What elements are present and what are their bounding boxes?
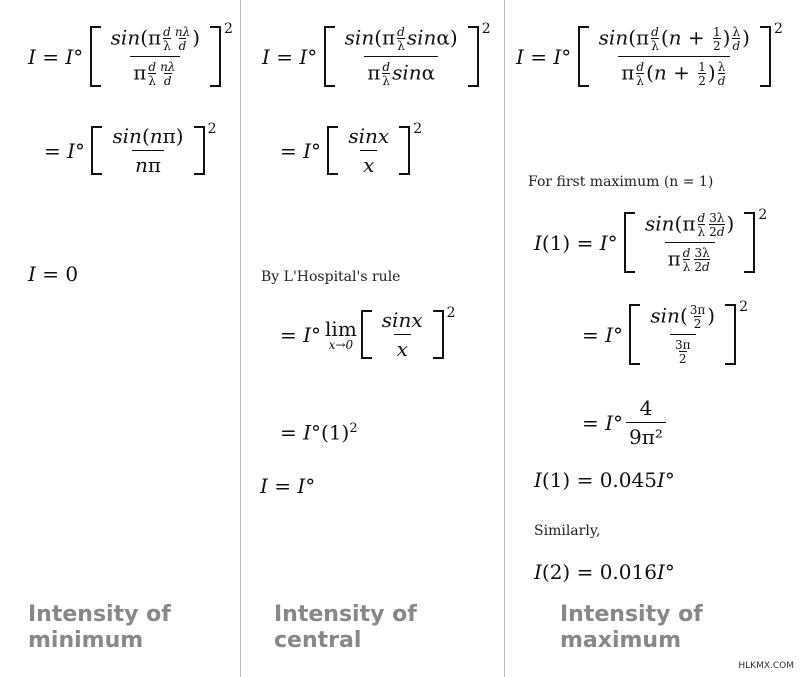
equation-min-1: I = I ° sin(π $\frac{d}{\lambda}$ $\frac{n\lambda}{d}$ ) π $\frac{d}{\lambda}$ $\frac{n\lambda}{d}$ 2 (28, 21, 233, 88)
first-max-text: For first maximum (n = 1) (528, 174, 714, 190)
equation-min-3: I = 0 (28, 262, 79, 286)
equation-central-1: I = I ° sin(π $\frac{d}{\lambda}$ sinα) π $\frac{d}{\lambda}$ sinα 2 (262, 21, 491, 88)
heading-maximum: Intensity of maximum (560, 602, 703, 653)
heading-central: Intensity of central (274, 602, 417, 653)
equation-central-3: = I ° lim x→0 $\frac{\sin x}{x}$ 2 (280, 305, 456, 361)
equation-central-5: I = I° (260, 474, 316, 498)
equation-min-2: = I ° $\frac{\sin(n\pi)}{n\pi}$ 2 (44, 121, 217, 177)
equation-max-3: = I ° sin( $\frac{3\pi}{2}$ ) $\frac{3\pi}{2}$ 2 (582, 299, 749, 366)
equation-max-6: I(2) = 0.016I° (534, 560, 675, 584)
similarly-text: Similarly, (534, 523, 601, 539)
lhospital-text: By L'Hospital's rule (261, 269, 401, 285)
equation-central-4: = $I^\circ(1)^2$ (280, 420, 358, 445)
watermark: HLKMX.COM (738, 661, 794, 671)
column-divider-left (240, 0, 241, 677)
heading-minimum: Intensity of minimum (28, 602, 171, 653)
equation-max-5: I(1) = 0.045I° (534, 468, 675, 492)
equation-max-4: = I ° $\frac{4}{\text{9π²}}$ (582, 398, 669, 447)
equation-max-2: I (1) = I ° sin(π $\frac{d}{\lambda}$ $\frac{3\lambda}{2d}$ ) π $\frac{d}{\lambda}$ $\frac{3\lambda}{2d}$ 2 (534, 207, 768, 274)
equation-max-1: I = I ° sin(π $\frac{d}{\lambda}$ (n + $\frac{1}{2}$ ) $\frac{\lambda}{d}$ ) π $\frac{d}{\lambda}$ (n + $\frac{1}{2}$ ) $\frac{\lambda}{d}$ 2 (516, 21, 783, 88)
column-divider-right (504, 0, 505, 677)
equation-central-2: = I ° $\frac{\sin x}{x}$ 2 (280, 121, 423, 177)
